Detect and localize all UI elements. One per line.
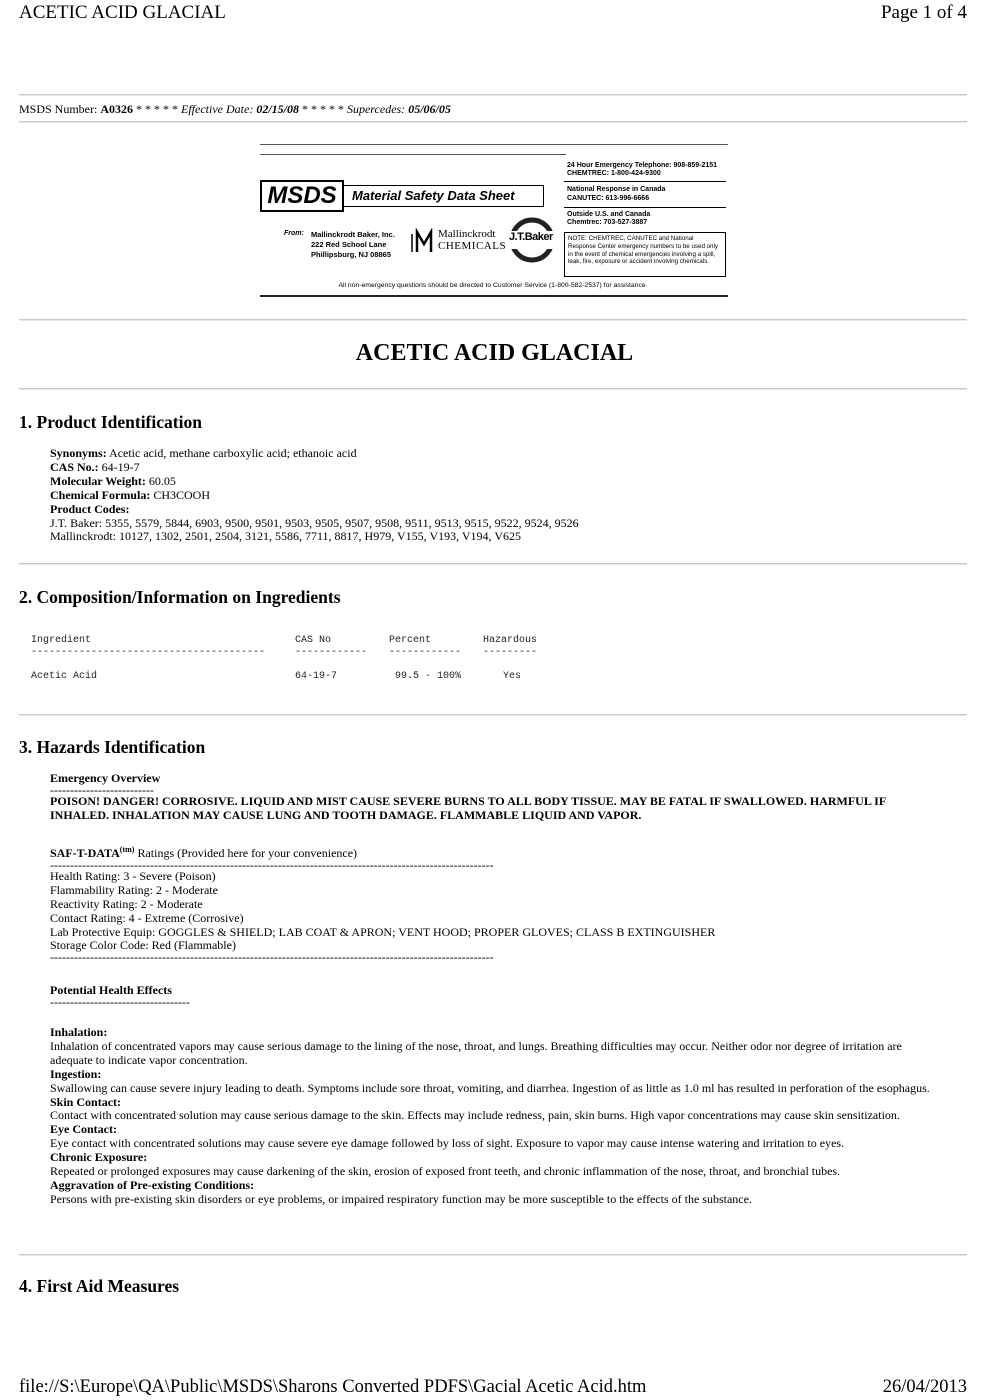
header-title: ACETIC ACID GLACIAL — [19, 2, 226, 23]
customer-service-note: All non-emergency questions should be directed to Customer Service (1-800-582-2537) for assistance. — [338, 282, 648, 289]
effect-label: Chronic Exposure: — [50, 1150, 148, 1165]
mallinckrodt-codes: Mallinckrodt: 10127, 1302, 2501, 2504, 3121, 5586, 7711, 8817, H979, V155, V193, V194, V625 — [50, 529, 522, 544]
msds-info-line — [19, 102, 451, 117]
health-effects-list — [50, 1026, 930, 1207]
divider — [19, 94, 967, 96]
brand-line: Mallinckrodt — [438, 228, 496, 240]
rating-line: Lab Protective Equip: GOGGLES & SHIELD; LAB COAT & APRON; VENT HOOD; PROPER GLOVES; CLASS B EXTINGUISHER — [50, 924, 716, 939]
chemtrec-phone: CHEMTREC: 1-800-424-9300 — [567, 170, 661, 177]
table-cell-ingredient: Acetic Acid — [31, 671, 98, 682]
header-page-number: Page 1 of 4 — [880, 2, 967, 23]
col-header-ingredient: Ingredient — [31, 635, 92, 646]
phe-label: Potential Health Effects — [50, 983, 172, 997]
effect-text: Inhalation of concentrated vapors may cause serious damage to the lining of the nose, throat, and lungs. Breathing difficulties may occur. Neither odor nor degree of irritation are adequate to indicate vapor concentration. — [50, 1038, 902, 1067]
effect-text: Persons with pre-existing skin disorders or eye problems, or impaired respiratory function may be more susceptible to the effects of the substance. — [50, 1191, 752, 1206]
effective-date-label: Effective Date: — [181, 102, 254, 116]
canutec-phone: CANUTEC: 613-996-6666 — [567, 195, 650, 202]
emergency-overview — [50, 772, 930, 823]
msds-number-label: MSDS Number: — [19, 102, 98, 116]
col-underline: ------------ — [295, 647, 368, 658]
molecular-weight-row: Molecular Weight: 60.05 — [50, 473, 176, 488]
address-line: Mallinckrodt Baker, Inc. — [311, 230, 395, 239]
table-cell-cas: 64-19-7 — [295, 671, 338, 682]
effect-text: Repeated or prolonged exposures may cause darkening of the skin, erosion of exposed front teeth, and chronic inflammation of the nose, throat, and bronchial tubes. — [50, 1164, 841, 1179]
effect-label: Inhalation: — [50, 1025, 108, 1039]
supercedes-label: Supercedes: — [346, 102, 406, 116]
divider — [19, 714, 967, 716]
divider — [19, 121, 967, 123]
effect-label: Skin Contact: — [50, 1094, 122, 1109]
rating-line: Contact Rating: 4 - Extreme (Corrosive) — [50, 910, 244, 925]
note-box — [564, 233, 726, 277]
potential-health-effects-heading — [50, 984, 930, 1007]
from-address — [311, 230, 395, 260]
table-cell-percent: 99.5 - 100% — [395, 671, 462, 682]
effect-label: Aggravation of Pre-existing Conditions: — [50, 1177, 255, 1192]
outside-info-box — [564, 209, 726, 233]
emergency-overview-text: POISON! DANGER! CORROSIVE. LIQUID AND MIST CAUSE SEVERE BURNS TO ALL BODY TISSUE. MAY BE FATAL IF SWALLOWED. HARMFUL IF INHALED. INHALATION MAY CAUSE LUNG AND TOOTH DAMAGE. FLAMMABLE LIQUID AND VAPOR. — [50, 793, 886, 822]
rule-line — [260, 295, 728, 297]
col-underline: --------- — [483, 647, 538, 658]
section-1-title: 1. Product Identification — [19, 412, 202, 432]
effect-text: Contact with concentrated solution may cause serious damage to the skin. Effects may include redness, pain, skin burns. High vapor concentrations may cause skin sensitization. — [50, 1108, 900, 1123]
saf-t-data-block — [50, 843, 930, 962]
dash-line: -------------------------- — [50, 782, 154, 797]
section-3-title: 3. Hazards Identification — [19, 737, 206, 757]
divider — [19, 319, 967, 321]
brand-line: CHEMICALS — [438, 240, 507, 252]
document-title: ACETIC ACID GLACIAL — [355, 340, 634, 366]
product-identification — [50, 447, 579, 544]
dash-line: --------------------------------------------------------------------------------------------------------------- — [50, 953, 494, 963]
canada-info-box — [564, 184, 726, 208]
msds-logo: MSDS — [260, 180, 344, 212]
rule-line — [260, 154, 566, 155]
footer-file-path: file://S:\Europe\QA\Public\MSDS\Sharons Converted PDFS\Gacial Acetic Acid.htm — [19, 1377, 647, 1397]
separator: * * * * * — [136, 102, 179, 116]
cas-row: CAS No.: 64-19-7 — [50, 459, 140, 474]
dash-line: --------------------------------------------------------------------------------------------------------------- — [50, 860, 494, 870]
section-2-title: 2. Composition/Information on Ingredients — [19, 587, 341, 607]
product-codes-label: Product Codes: — [50, 501, 130, 516]
col-underline: --------------------------------------- — [31, 647, 266, 658]
rule-line — [260, 144, 728, 145]
effect-text: Swallowing can cause severe injury leading to death. Symptoms include sore throat, vomiting, and diarrhea. Ingestion of as little as 1.0 ml has resulted in perforation of the esophagus. — [50, 1080, 930, 1095]
rating-line: Storage Color Code: Red (Flammable) — [50, 938, 236, 953]
note-text: NOTE: CHEMTREC, CANUTEC and National Response Center emergency numbers to be used only in the event of chemical emergencies involving a spill, leak, fire, exposure or accident involving chemicals. — [568, 235, 718, 266]
effect-label: Eye Contact: — [50, 1122, 117, 1137]
supercedes-date: 05/06/05 — [408, 102, 451, 116]
divider — [19, 1254, 967, 1256]
col-header-percent: Percent — [389, 635, 432, 646]
footer-date: 26/04/2013 — [882, 1377, 967, 1397]
col-underline: ------------ — [389, 647, 462, 658]
canada-label: National Response in Canada — [567, 186, 666, 193]
table-cell-hazardous: Yes — [503, 671, 522, 682]
emergency-overview-label: Emergency Overview — [50, 771, 161, 785]
from-label: From: — [284, 230, 304, 237]
col-header-hazardous: Hazardous — [483, 635, 538, 646]
chemtrec-outside-phone: Chemtrec: 703-527-3887 — [567, 219, 648, 226]
jtbaker-brand: J.T.Baker — [509, 231, 553, 243]
address-line: Phillipsburg, NJ 08865 — [311, 250, 392, 259]
msds-number: A0326 — [100, 102, 134, 116]
msds-tagline: Material Safety Data Sheet — [344, 185, 544, 207]
rating-line: Reactivity Rating: 2 - Moderate — [50, 896, 203, 911]
jtbaker-codes: J.T. Baker: 5355, 5579, 5844, 6903, 9500, 9501, 9503, 9505, 9507, 9508, 9511, 9513, 9515, 9522, 9524, 9526 — [50, 515, 579, 530]
divider — [19, 388, 967, 390]
rating-line: Health Rating: 3 - Severe (Poison) — [50, 868, 216, 883]
formula-row: Chemical Formula: CH3COOH — [50, 487, 210, 502]
mallinckrodt-logo-icon — [410, 228, 438, 254]
divider — [19, 563, 967, 565]
mallinckrodt-brand — [438, 228, 506, 252]
effect-label: Ingestion: — [50, 1066, 102, 1081]
msds-logo-banner — [258, 140, 728, 298]
rating-line: Flammability Rating: 2 - Moderate — [50, 882, 218, 897]
effective-date: 02/15/08 — [256, 102, 299, 116]
dash-line: ----------------------------------- — [50, 994, 190, 1009]
saf-t-data-heading: SAF-$T-DATA^{(tm)}$ Ratings (Provided here for your convenience) — [50, 845, 358, 860]
address-line: 222 Red School Lane — [311, 240, 387, 249]
emergency-phone: 24 Hour Emergency Telephone: 908-859-2151 — [567, 162, 718, 169]
separator: * * * * * — [301, 102, 344, 116]
outside-label: Outside U.S. and Canada — [567, 211, 651, 218]
effect-text: Eye contact with concentrated solutions may cause severe eye damage followed by loss of sight. Exposure to vapor may cause intense watering and irritation to eyes. — [50, 1136, 845, 1151]
section-4-title: 4. First Aid Measures — [19, 1276, 180, 1296]
synonyms-row: Synonyms: Acetic acid, methane carboxylic acid; ethanoic acid — [50, 446, 357, 460]
col-header-cas: CAS No — [295, 635, 332, 646]
emergency-info-box — [564, 160, 726, 182]
